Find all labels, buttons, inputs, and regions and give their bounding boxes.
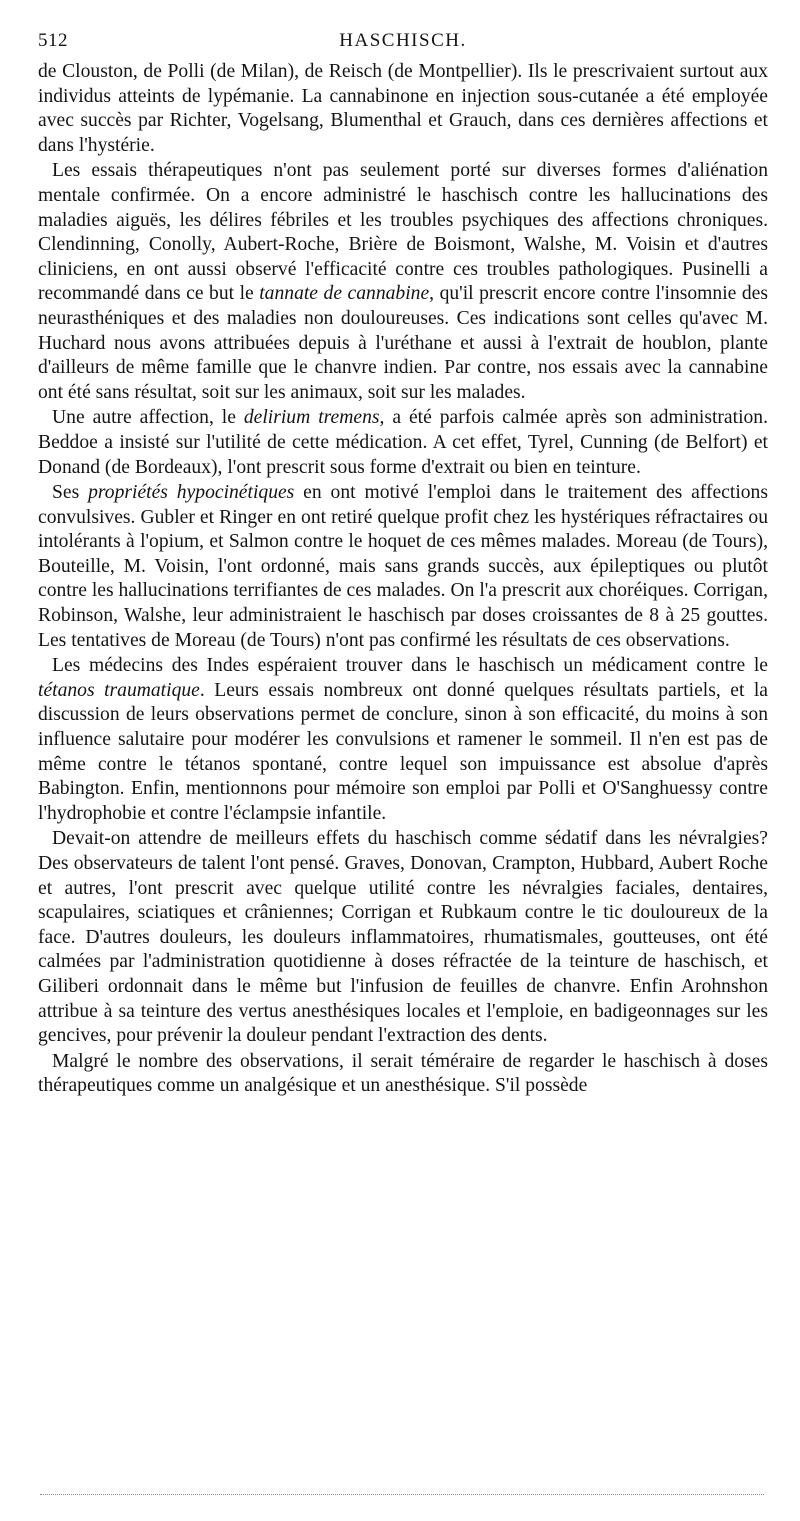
footer-dotted-rule	[40, 1494, 764, 1495]
paragraph-7	[38, 1050, 768, 1099]
paragraph-5-emphasis: tétanos traumatique	[38, 679, 200, 701]
paragraph-5-text: Les médecins des Indes espéraient trouver dans le haschisch un médicament contre le	[52, 655, 768, 677]
paragraph-1-text: de Clouston, de Polli (de Milan), de Reisch (de Montpellier). Ils le prescrivaient surtout aux individus atteints de lypémanie. La cannabinone en injection sous-cutanée a été employée avec succès par Richter, Vogelsang, Blumenthal et Grauch, dans ces dernières affections et dans l'hystérie.	[38, 61, 768, 156]
running-title: HASCHISCH.	[339, 30, 467, 51]
running-head	[38, 30, 768, 60]
paragraph-7-text: Malgré le nombre des observations, il serait téméraire de regarder le haschisch à doses thérapeutiques comme un analgésique et un anesthésique. S'il possède	[38, 1050, 768, 1097]
paragraph-1	[38, 60, 768, 158]
paragraph-5	[38, 654, 768, 826]
paragraph-6	[38, 827, 768, 1048]
paragraph-4-emphasis: propriétés hypocinétiques	[88, 482, 295, 504]
paragraph-3-text-cont: , a été parfois calmée après son administration. Beddoe a insisté sur l'utilité de cette médication. A cet effet, Tyrel, Cunning (de Belfort) et Donand (de Bordeaux), l'ont prescrit sous forme d'extrait ou bien en teinture.	[38, 407, 769, 478]
page-number: 512	[38, 30, 68, 51]
paragraph-2-text: Les essais thérapeutiques n'ont pas seulement porté sur diverses formes d'aliénation mentale confirmée. On a encore administré le haschisch contre les hallucinations des maladies aiguës, les délires fébriles et les troubles psychiques des affections chroniques. Clendinning, Conolly, Aubert-Roche, Brière de Boismont, Walshe, M. Voisin et d'autres cliniciens, en ont aussi observé l'efficacité contre ces troubles pathologiques. Pusinelli a recommandé dans ce but le	[38, 160, 768, 305]
paragraph-4-text: Ses	[52, 482, 89, 504]
paragraph-6-text: Devait-on attendre de meilleurs effets du haschisch comme sédatif dans les névralgies? Des observateurs de talent l'ont pensé. Graves, Donovan, Crampton, Hubbard, Aubert Roche et autres, l'ont prescrit avec quelque utilité contre les névralgies faciales, dentaires, scapulaires, sciatiques et crâniennes; Corrigan et Rubkaum contre le tic douloureux de la face. D'autres douleurs, les douleurs inflammatoires, rhumatismales, goutteuses, ont été calmées par l'administration quotidienne à doses réfractée de la teinture de haschisch, et Giliberi ordonnait dans le même but l'infusion de feuilles de chanvre. Enfin Arohnshon attribue à sa teinture des vertus anesthésiques locales et l'emploie, en badigeonnages sur les gencives, pour prévenir la douleur pendant l'extraction des dents.	[38, 828, 768, 1047]
paragraph-2-text-cont: , qu'il prescrit encore contre l'insomnie des neurasthéniques et des maladies non douloureuses. Ces indications sont celles qu'avec M. Huchard nous avons attribuées depuis à l'uréthane et aussi à l'extrait de houblon, plante d'ailleurs de même famille que le chanvre indien. Par contre, nos essais avec la cannabine ont été sans résultat, soit sur les animaux, soit sur les malades.	[38, 283, 768, 403]
paragraph-5-text-cont: . Leurs essais nombreux ont donné quelques résultats partiels, et la discussion de leurs observations permet de conclure, sinon à son efficacité, du moins à son influence salutaire pour modérer les convulsions et ramener le sommeil. Il n'en est pas de même contre le tétanos spontané, contre lequel son impuissance est absolue d'après Babington. Enfin, mentionnons pour mémoire son emploi par Polli et O'Sanghuessy contre l'hydrophobie et contre l'éclampsie infantile.	[38, 679, 769, 824]
paragraph-2	[38, 159, 768, 405]
paragraph-4-text-cont: en ont motivé l'emploi dans le traitement des affections convulsives. Gubler et Ringer en ont retiré quelque profit chez les hystériques réfractaires ou intolérants à l'opium, et Salmon contre le hoquet de ces mêmes malades. Moreau (de Tours), Bouteille, M. Voisin, l'ont ordonné, mais sans grands succès, aux épileptiques ou plutôt contre les hallucinations terrifiantes de ces malades. On l'a prescrit aux choréiques. Corrigan, Robinson, Walshe, leur administraient le haschisch par doses croissantes de 8 à 25 gouttes. Les tentatives de Moreau (de Tours) n'ont pas confirmé les résultats de ces observations.	[38, 482, 768, 651]
paragraph-4	[38, 481, 768, 653]
paragraph-2-emphasis: tannate de cannabine	[259, 283, 430, 305]
paragraph-3	[38, 406, 768, 480]
paragraph-3-text: Une autre affection, le	[52, 407, 244, 429]
paragraph-3-emphasis: delirium tremens	[243, 407, 380, 429]
body-text	[38, 60, 768, 1099]
